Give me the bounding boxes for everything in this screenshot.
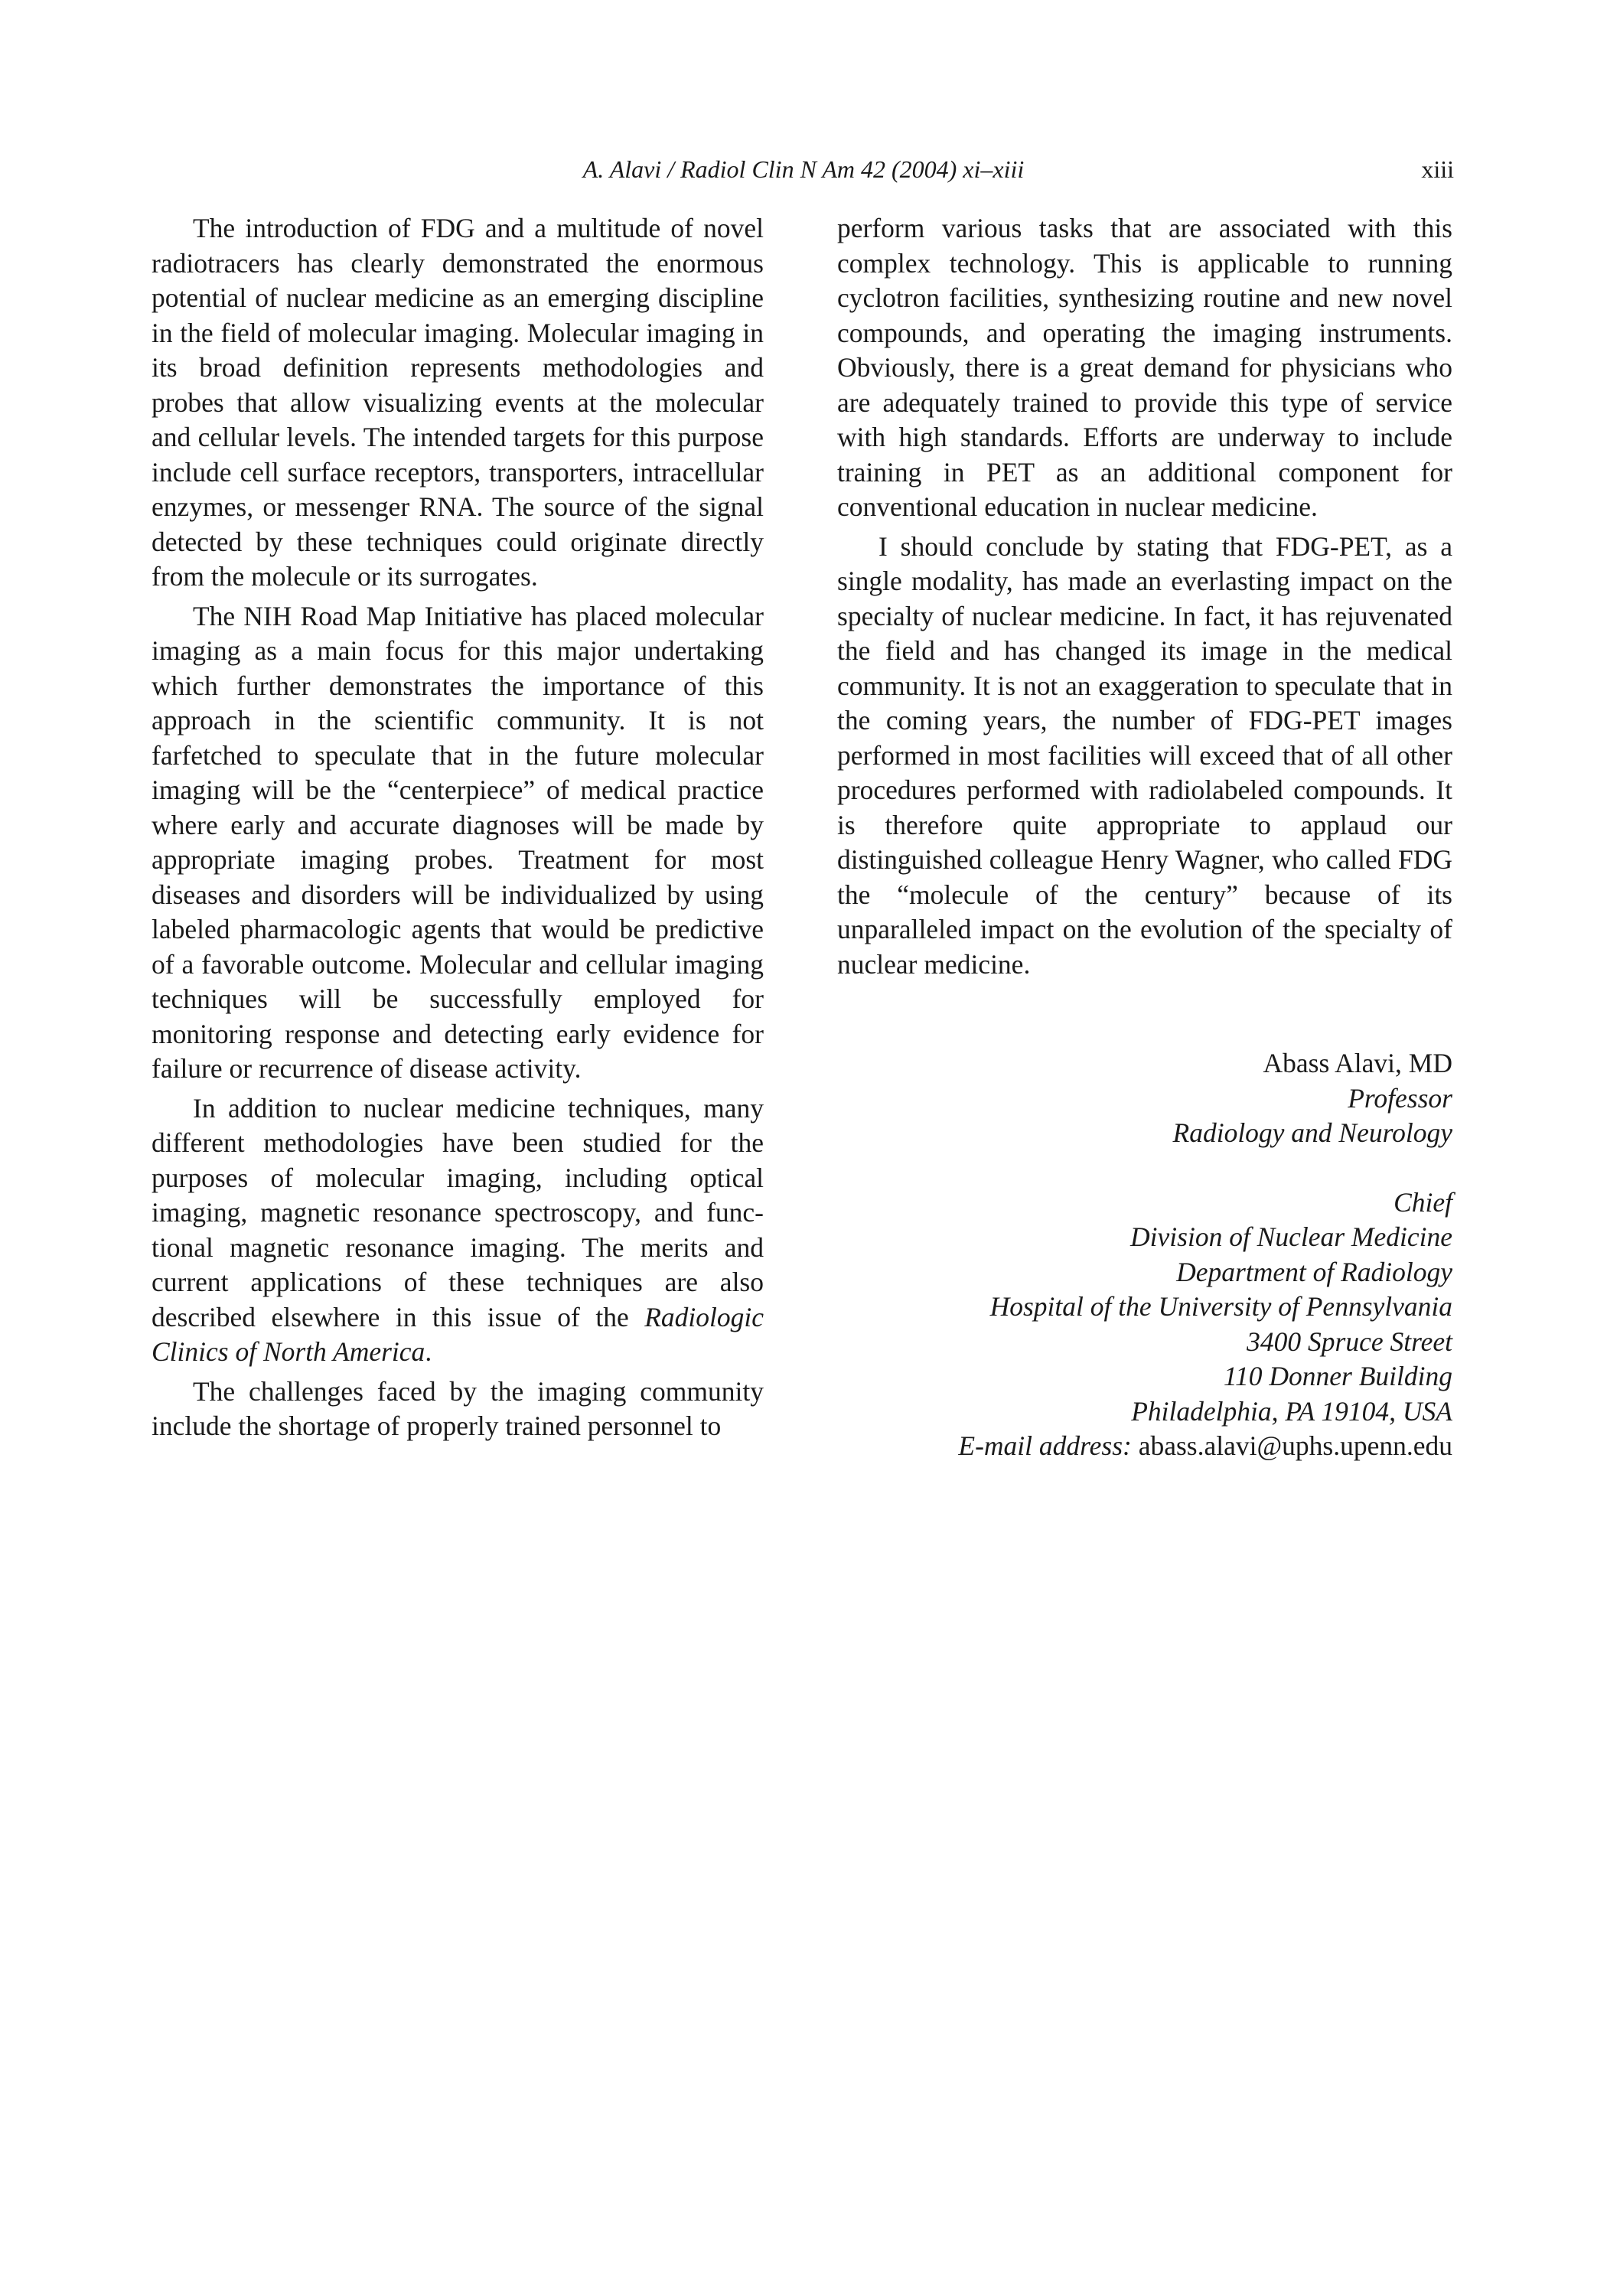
right-column bbox=[837, 211, 1452, 987]
author-hospital: Hospital of the University of Pennsylvania bbox=[989, 1291, 1452, 1322]
page-number: xiii bbox=[1421, 155, 1454, 183]
email-label: E-mail address: bbox=[958, 1430, 1132, 1461]
paragraph-challenges: The challenges faced by the imaging community include the shortage of properly trained personnel to bbox=[152, 1375, 764, 1441]
signature-spacer bbox=[840, 1151, 1452, 1186]
author-title: Professor bbox=[1348, 1082, 1452, 1114]
left-column bbox=[152, 211, 764, 1449]
paragraph-challenges-continued: perform various tasks that are associated with this complex technology. This is applicable to running cyclotron facilities, synthesizing routine and new novel compounds, and operating the imaging instruments. Obviously, there is a great demand for physicians who are adequately trained to provide this type of service with high standards. Efforts are underway to include training in PET as an additional component for conventional education in nuclear medicine. bbox=[837, 213, 1452, 522]
running-head bbox=[153, 150, 1454, 188]
paragraph-methodologies bbox=[152, 1091, 764, 1370]
author-city: Philadelphia, PA 19104, USA bbox=[1131, 1395, 1452, 1427]
email-address[interactable]: abass.alavi@uphs.upenn.edu bbox=[1138, 1430, 1452, 1461]
author-division: Division of Nuclear Medicine bbox=[1130, 1221, 1452, 1252]
author-role: Chief bbox=[1393, 1186, 1452, 1218]
author-signature bbox=[840, 1046, 1452, 1464]
author-street: 3400 Spruce Street bbox=[1247, 1326, 1452, 1357]
author-dept: Department of Radiology bbox=[1176, 1256, 1452, 1287]
paragraph-fdg-intro: The introduction of FDG and a multitude of novel radiotracers has clearly demonstrated the enormous potential of nuclear medicine as an emerging discipline in the field of molecular imaging. Molecular imaging in its broad definition represents methodologies and probes that allow visualizing events at the molecular and cellular levels. The intended targets for this purpose include cell surface receptors, transporters, intracellular enzymes, or messenger RNA. The source of the signal detected by these techniques could originate directly from the molecule or its surrogates. bbox=[152, 213, 764, 592]
paragraph-methodologies-text: In addition to nuclear medicine techniques, many different methodologies have been studied for the purposes of molecular imaging, including optical imaging, magnetic resonance spectroscopy, and functional magnetic resonance imaging. The merits and current applications of these techniques are also described elsewhere in this issue of the bbox=[152, 1092, 764, 1332]
author-building: 110 Donner Building bbox=[1223, 1361, 1452, 1391]
author-department: Radiology and Neurology bbox=[1172, 1117, 1452, 1148]
author-email-line bbox=[840, 1429, 1452, 1464]
journal-title: Radiologic Clinics of North America bbox=[152, 1301, 764, 1367]
paragraph-methodologies-end: . bbox=[425, 1336, 432, 1367]
running-title: A. Alavi / Radiol Clin N Am 42 (2004) xi–xiii bbox=[582, 155, 1025, 183]
author-name: Abass Alavi, MD bbox=[1263, 1048, 1452, 1078]
paragraph-conclusion: I should conclude by stating that FDG-PET, as a single modality, has made an everlasting impact on the specialty of nuclear medicine. In fact, it has rejuvenated the field and has changed its image in the medical community. It is not an exaggeration to speculate that in the coming years, the number of FDG-PET images performed in most facilities will exceed that of all other procedures performed with radiolabeled compounds. It is therefore quite appropriate to applaud our distinguished colleague Henry Wagner, who called FDG the “molecule of the century” because of its unparalleled impact on the evolution of the specialty of nuclear medicine. bbox=[837, 530, 1452, 980]
paragraph-nih-roadmap: The NIH Road Map Initiative has placed molecular imaging as a main focus for this major undertaking which further demonstrates the importance of this approach in the scientific community. It is not farfetched to speculate that in the future molecular imaging will be the “centerpiece” of medical practice where early and accurate diagnoses will be made by appropriate imaging probes. Treatment for most diseases and disorders will be individualized by using labeled pharmacologic agents that would be predictive of a favorable outcome. Molecular and cellular imaging techniques will be successfully employed for monitoring response and detecting early evidence for failure or recurrence of disease activity. bbox=[152, 600, 764, 1084]
